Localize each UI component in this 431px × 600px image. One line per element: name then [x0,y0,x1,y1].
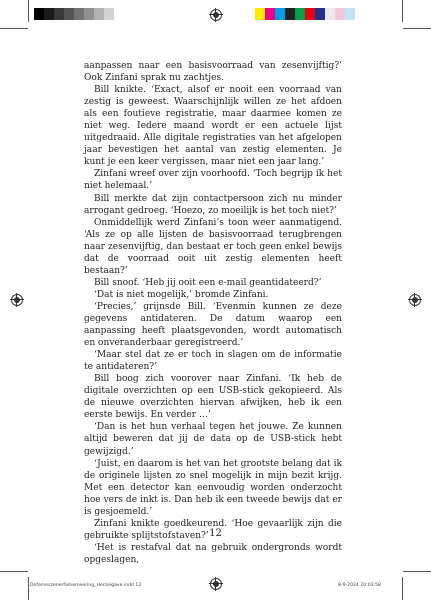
paragraph: Bill boog zich voorover naar Zinfani. ‘Ik heb de digitale overzichten op een USB-stick gekopieerd. Als de nieuwe overzichten hiervan afwijken, heb ik een eerste bewijs. En verder …’ [84,374,342,421]
crop-mark-top-right-v [402,0,403,22]
gray-swatch [104,8,114,20]
slug-timestamp: 8-9-2024 20:03:58 [338,583,381,588]
paragraph: ‘Precies,’ grijnsde Bill. ‘Evenmin kunnen ze deze gegevens antidateren. De datum waarop een aanpassing heeft plaatsgevonden, wordt automatisch en onveranderbaar geregistreerd.’ [84,301,342,349]
color-swatch [325,8,335,20]
body-text [84,60,342,566]
crop-mark-top-right-h [403,28,431,29]
color-calibration-bar [255,8,355,20]
color-swatch [335,8,345,20]
paragraph: Bill snoof. ‘Heb jij ooit een e-mail geantidateerd?’ [94,277,322,288]
color-swatch [345,8,355,20]
color-swatch [275,8,285,20]
gray-swatch [64,8,74,20]
paragraph: Onmiddellijk werd Zinfani’s toon weer aanmatigend. ‘Als ze op alle lijsten de basisvoorraad terugbrengen naar zesenvijftig, dan bestaat er toch geen enkel bewijs dat de voorraad ooit uit zestig elementen heeft bestaan?’ [84,217,342,276]
color-swatch [305,8,315,20]
registration-mark-top-icon [210,9,222,21]
paragraph: Bill merkte dat zijn contactpersoon zich nu minder arrogant gedroeg. ‘Hoezo, zo moeilijk is het toch niet?’ [84,193,342,216]
registration-mark-right-icon [409,294,421,306]
gray-swatch [44,8,54,20]
paragraph: ‘Het is restafval dat na gebruik ondergronds wordt opgeslagen, [84,542,342,565]
color-swatch [315,8,325,20]
paragraph: ‘Juist, en daarom is het van het grootste belang dat ik de originele lijsten zo snel mogelijk in mijn bezit krijg. Met een detector kan eenvoudig worden onderzocht hoe vers de inkt is. Dan heb ik een tweede bewijs dat er is gesjoemeld.’ [84,458,342,517]
color-swatch [255,8,265,20]
crop-mark-top-left-v [28,0,29,22]
page-number: 12 [209,528,222,539]
gray-calibration-bar [34,8,114,20]
paragraph: aanpassen naar een basisvoorraad van zesenvijftig?’ Ook Zinfani sprak nu zachtjes. [84,61,342,84]
paragraph: ‘Maar stel dat ze er toch in slagen om de informatie te antidateren?’ [84,350,342,373]
color-swatch [295,8,305,20]
registration-mark-bottom-icon [210,578,222,590]
color-swatch [285,8,295,20]
crop-mark-top-left-h [0,28,28,29]
registration-mark-left-icon [11,294,23,306]
paragraph: Bill knikte. ‘Exact, alsof er nooit een voorraad van zestig is geweest. Waarschijnlijk willen ze het afdoen als een foutieve registratie, maar daarmee komen ze niet weg. Iedere maand wordt er een actuele lijst uitgedraaid. Alle digitale registraties van het afgelopen jaar bevestigen het aantal van zestig elementen. Je kunt je een keer vergissen, maar niet een jaar lang.’ [84,85,342,168]
crop-mark-bottom-right-v [402,577,403,600]
crop-mark-bottom-left-h [0,571,28,572]
paragraph: Zinfani wreef over zijn voorhoofd. ‘Toch begrijp ik het niet helemaal.’ [84,169,342,192]
gray-swatch [84,8,94,20]
paragraph: ‘Dat is niet mogelijk,’ bromde Zinfani. [94,289,269,300]
crop-mark-bottom-left-v [28,577,29,600]
paragraph: Zinfani knikte goedkeurend. ‘Hoe gevaarlijk zijn die gebruikte splijtstofstaven?’ [84,518,342,541]
gray-swatch [34,8,44,20]
color-swatch [265,8,275,20]
gray-swatch [74,8,84,20]
gray-swatch [54,8,64,20]
crop-mark-bottom-right-h [403,571,431,572]
paragraph: ‘Dan is het hun verhaal tegen het jouwe. Ze kunnen altijd beweren dat jij de data op de USB-stick hebt gewijzigd.’ [84,422,342,457]
gray-swatch [94,8,104,20]
slug-filename: Defameszenerfamemeering_Herzeigave.indd 12 [30,583,142,588]
